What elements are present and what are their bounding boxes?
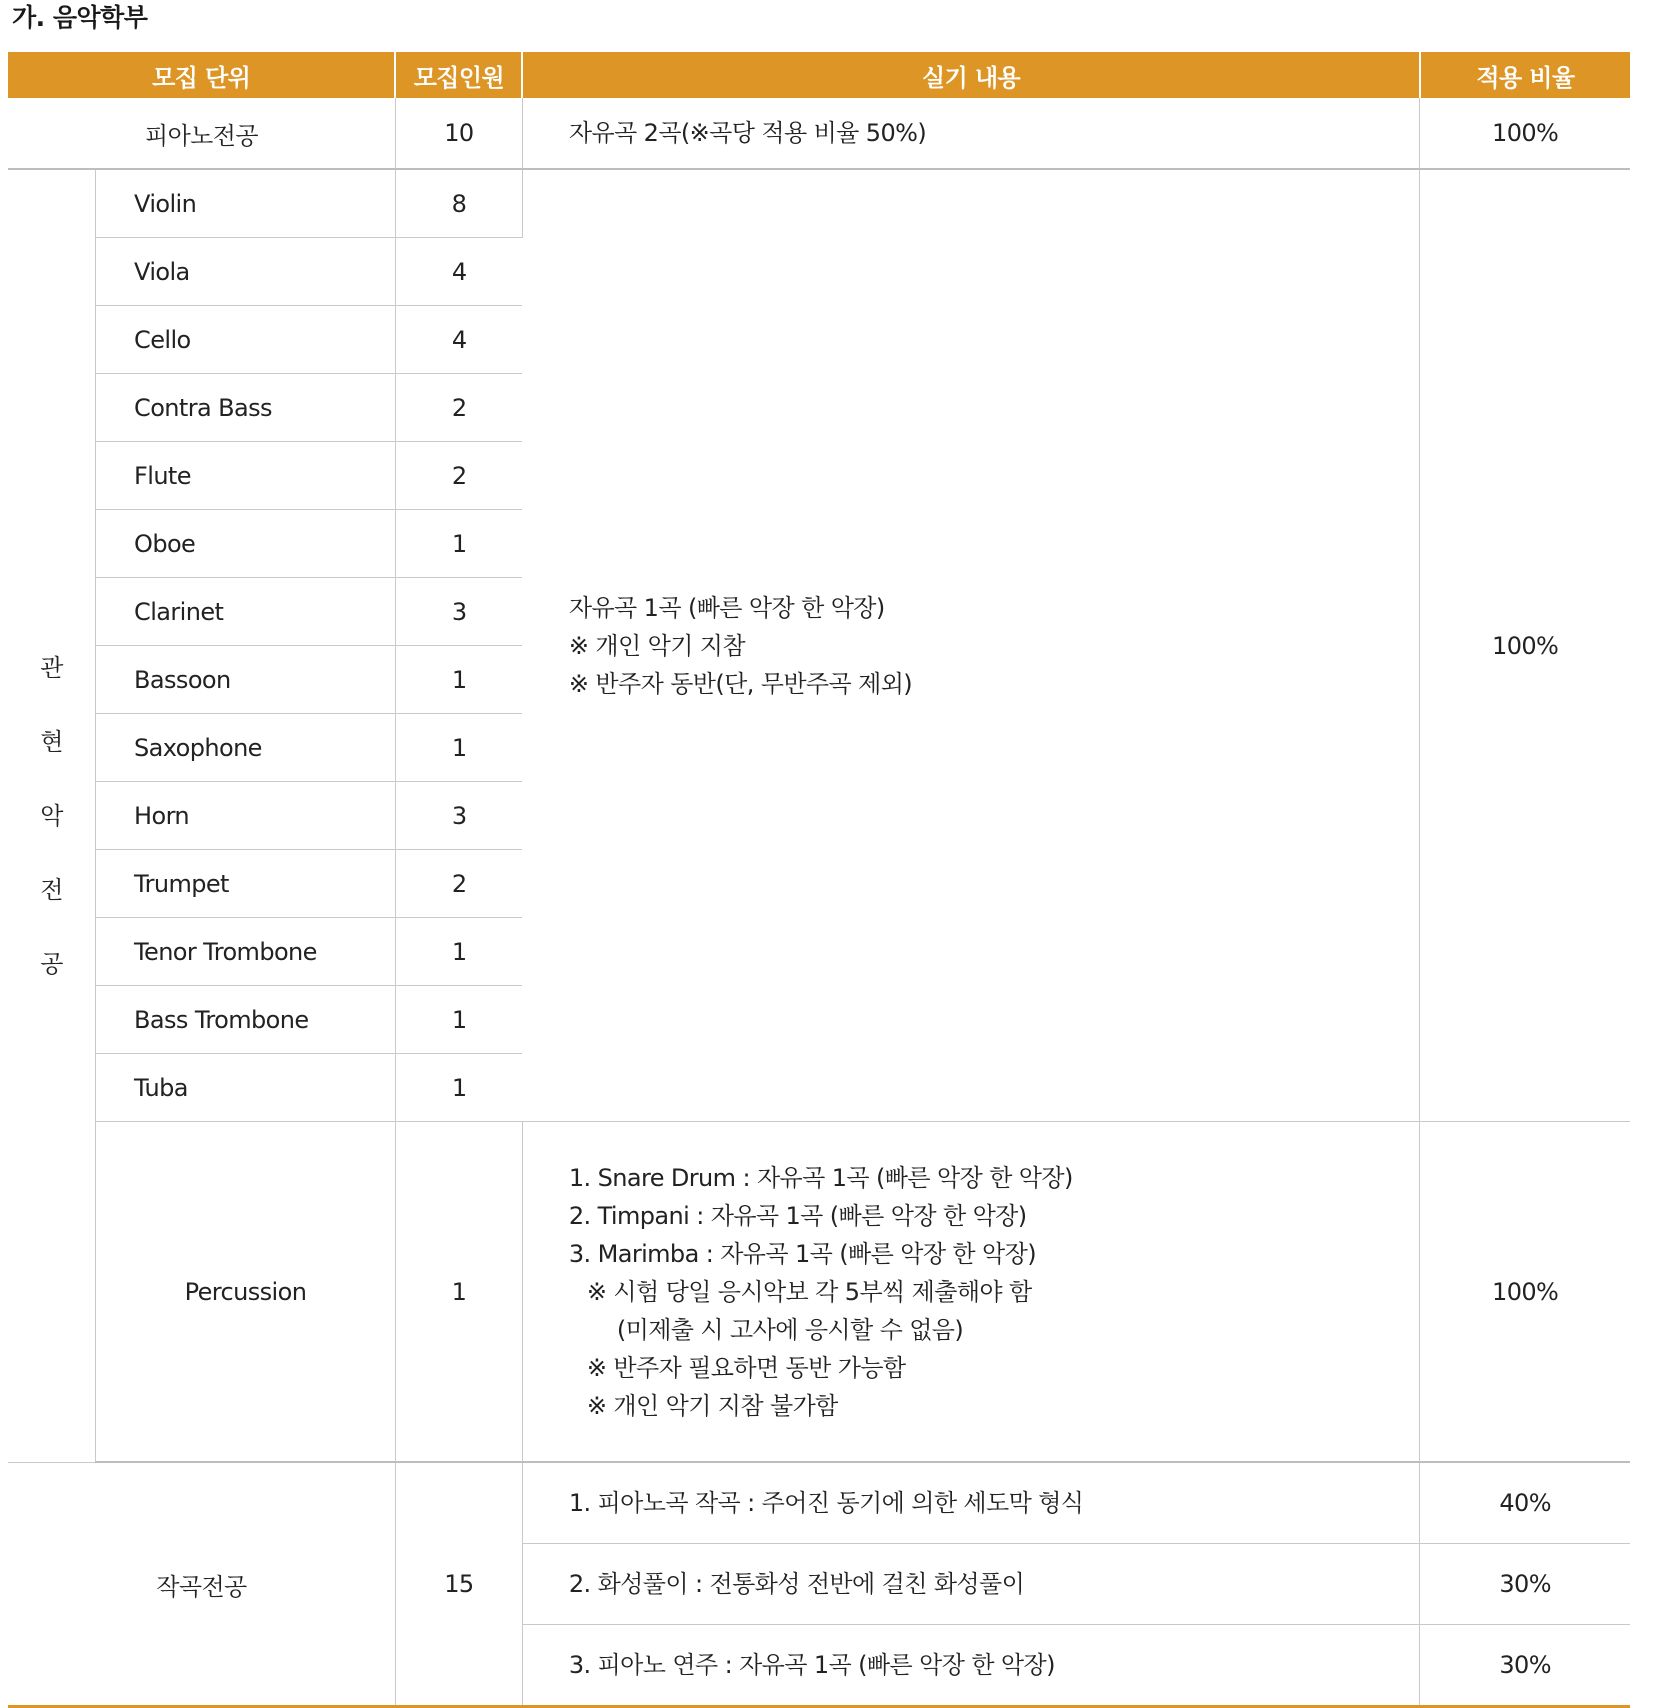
instrument-name: Contra Bass [96,374,396,442]
instrument-name: Bass Trombone [96,986,396,1054]
content-composition: 2. 화성풀이 : 전통화성 전반에 걸친 화성풀이 [522,1544,1419,1625]
header-unit: 모집 단위 [8,52,395,98]
content-line: 자유곡 1곡 (빠른 악장 한 악장) [568,593,885,622]
header-count: 모집인원 [395,52,522,98]
section-title: 가. 음악학부 [12,3,148,32]
content-piano: 자유곡 2곡(※곡당 적용 비율 50%) [522,98,1419,169]
table-row-instrument [8,169,1630,238]
header-ratio: 적용 비율 [1420,52,1630,98]
table-row-percussion [8,1122,1630,1463]
instrument-name: Horn [96,782,396,850]
ratio-piano: 100% [1420,98,1630,169]
count-composition: 15 [395,1462,522,1707]
instrument-name: Viola [96,238,396,306]
instrument-name: Tenor Trombone [96,918,396,986]
instrument-count: 2 [395,442,522,510]
instrument-name: Clarinet [96,578,396,646]
instrument-count: 1 [395,510,522,578]
ratio-composition: 30% [1420,1625,1630,1707]
percussion-note: ※ 개인 악기 지참 불가함 [586,1391,838,1420]
unit-piano: 피아노전공 [8,98,395,169]
orchestra-label-char: 공 [40,949,63,978]
instrument-count: 8 [395,169,522,238]
instrument-name: Oboe [96,510,396,578]
instrument-name: Trumpet [96,850,396,918]
instrument-count: 1 [395,646,522,714]
instrument-count-percussion: 1 [395,1122,522,1463]
instrument-count: 4 [395,238,522,306]
content-composition: 1. 피아노곡 작곡 : 주어진 동기에 의한 세도막 형식 [522,1462,1419,1544]
orchestra-label-char: 관 [40,653,63,682]
table-header-row [8,52,1630,98]
count-piano: 10 [395,98,522,169]
content-line: ※ 개인 악기 지참 [568,631,745,660]
unit-composition: 작곡전공 [8,1462,395,1707]
header-content: 실기 내용 [522,52,1419,98]
instrument-name: Violin [96,169,396,238]
content-orchestra [522,169,1419,1122]
instrument-count: 4 [395,306,522,374]
instrument-count: 1 [395,918,522,986]
admission-table [8,52,1630,1708]
instrument-count: 1 [395,1054,522,1122]
percussion-note: ※ 반주자 필요하면 동반 가능함 [586,1353,906,1382]
orchestra-label-char: 현 [40,727,63,756]
instrument-name-percussion: Percussion [96,1122,396,1463]
instrument-count: 1 [395,714,522,782]
instrument-name: Bassoon [96,646,396,714]
percussion-line: 2. Timpani : 자유곡 1곡 (빠른 악장 한 악장) [568,1201,1027,1230]
instrument-count: 3 [395,782,522,850]
instrument-count: 2 [395,850,522,918]
instrument-count: 3 [395,578,522,646]
percussion-note: ※ 시험 당일 응시악보 각 5부씩 제출해야 함 [586,1277,1032,1306]
ratio-percussion: 100% [1420,1122,1630,1463]
percussion-line: 1. Snare Drum : 자유곡 1곡 (빠른 악장 한 악장) [568,1163,1073,1192]
instrument-name: Tuba [96,1054,396,1122]
instrument-count: 1 [395,986,522,1054]
table-row-piano [8,98,1630,169]
percussion-note: (미제출 시 고사에 응시할 수 없음) [616,1315,964,1344]
ratio-composition: 30% [1420,1544,1630,1625]
content-line: ※ 반주자 동반(단, 무반주곡 제외) [568,669,913,698]
ratio-composition: 40% [1420,1462,1630,1544]
orchestra-label-char: 악 [40,801,63,830]
content-percussion [522,1122,1419,1463]
instrument-name: Flute [96,442,396,510]
instrument-count: 2 [395,374,522,442]
orchestra-label [8,169,96,1462]
orchestra-label-char: 전 [40,875,63,904]
content-composition: 3. 피아노 연주 : 자유곡 1곡 (빠른 악장 한 악장) [522,1625,1419,1707]
table-row-composition [8,1462,1630,1544]
instrument-name: Saxophone [96,714,396,782]
instrument-name: Cello [96,306,396,374]
ratio-orchestra: 100% [1420,169,1630,1122]
percussion-line: 3. Marimba : 자유곡 1곡 (빠른 악장 한 악장) [568,1239,1036,1268]
